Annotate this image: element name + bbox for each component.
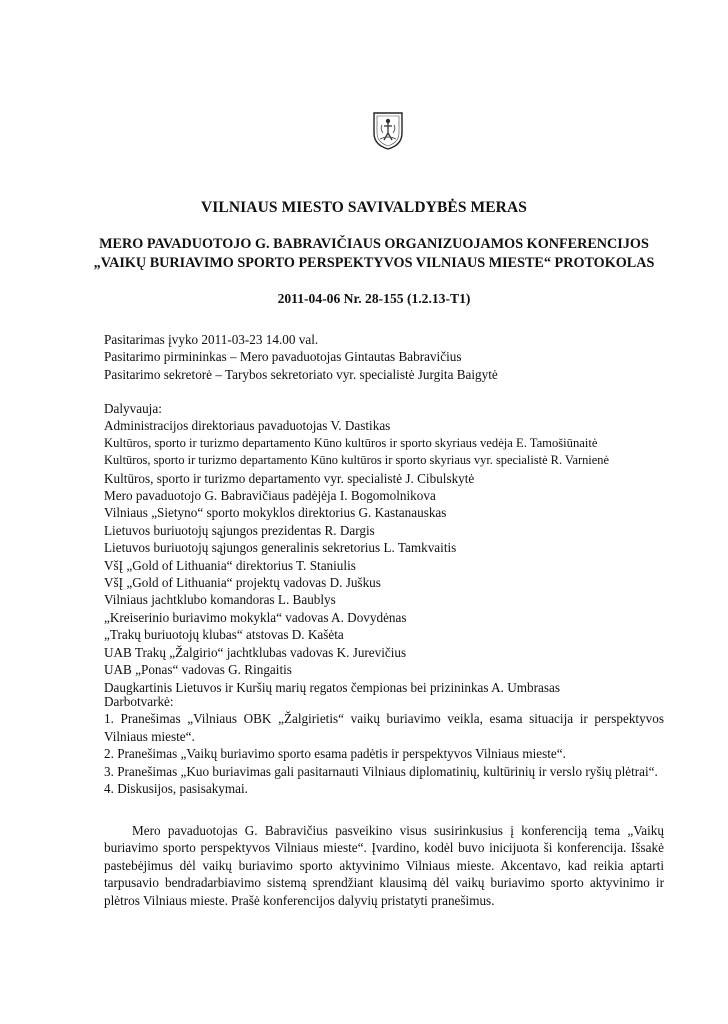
attendee-item: „Kreiserinio buriavimo mokykla“ vadovas A. Dovydėnas — [104, 609, 407, 625]
attendee-item: UAB Trakų „Žalgirio“ jachtklubas vadovas K. Jurevičius — [104, 644, 407, 660]
attendee-item: Vilniaus jachtklubo komandoras L. Baublys — [104, 592, 336, 608]
attendees-list — [104, 400, 664, 696]
protocol-title-line2: „VAIKŲ BURIAVIMO SPORTO PERSPEKTYVOS VILNIAUS MIESTE“ PROTOKOLAS — [93, 255, 655, 271]
attendee-item: Kultūros, sporto ir turizmo departamento Kūno kultūros ir sporto skyriaus vyr. specialistė R. Varnienė — [104, 453, 609, 468]
agenda — [104, 693, 664, 797]
attendee-item: Kultūros, sporto ir turizmo departamento vyr. specialistė J. Cibulskytė — [104, 470, 475, 486]
agenda-item: 3. Pranešimas „Kuo buriavimas gali pasitarnauti Vilniaus diplomatinių, kultūrinių ir verslo ryšių plėtrai“. — [104, 763, 658, 779]
attendee-item: VšĮ „Gold of Lithuania“ direktorius T. Staniulis — [104, 557, 356, 573]
paragraph-text: Mero pavaduotojas G. Babravičius pasveikino visus susirinkusius į konferenciją tema „Vaikų buriavimo sporto perspektyvos Vilniaus mieste“. Įvardino, kodėl buvo inicijuota ši konferencija. Išsakė pastebėjimus dėl vaikų buriavimo sporto aktyvinimo Vilniaus mieste. Akcentavo, kad reikia aptarti tarpusavio bendradarbiavimo sistemą sprendžiant klausimą dėl vaikų buriavimo sporto aktyvinimo ir plėtros Vilniaus mieste. Prašė konferencijos dalyvių pristatyti pranešimus. — [104, 823, 664, 908]
vilnius-coat-of-arms-icon — [372, 111, 404, 151]
meeting-date: Pasitarimas įvyko 2011-03-23 14.00 val. — [104, 332, 319, 347]
agenda-heading: Darbotvarkė: — [104, 694, 174, 709]
protocol-title-line1: MERO PAVADUOTOJO G. BABRAVIČIAUS ORGANIZUOJAMOS KONFERENCIJOS — [99, 236, 649, 252]
attendee-item: Daugkartinis Lietuvos ir Kuršių marių regatos čempionas bei prizininkas A. Umbrasas — [104, 679, 560, 695]
attendee-item: Lietuvos buriuotojų sąjungos prezidentas R. Dargis — [104, 522, 375, 538]
attendee-item: Vilniaus „Sietyno“ sporto mokyklos direktorius G. Kastanauskas — [104, 505, 447, 521]
institution-title: VILNIAUS MIESTO SAVIVALDYBĖS MERAS — [201, 199, 527, 216]
protocol-date-number: 2011-04-06 Nr. 28-155 (1.2.13-T1) — [277, 291, 471, 306]
meeting-secretary: Pasitarimo sekretorė – Tarybos sekretoriato vyr. specialistė Jurgita Baigytė — [104, 366, 498, 382]
agenda-item: 4. Diskusijos, pasisakymai. — [104, 781, 248, 797]
attendee-item: UAB „Ponas“ vadovas G. Ringaitis — [104, 662, 292, 678]
attendee-item: VšĮ „Gold of Lithuania“ projektų vadovas D. Juškus — [104, 575, 381, 591]
attendee-item: Mero pavaduotojo G. Babravičiaus padėjėja I. Bogomolnikova — [104, 488, 436, 504]
meeting-chair: Pasitarimo pirmininkas – Mero pavaduotojas Gintautas Babravičius — [104, 349, 462, 365]
attendee-item: Lietuvos buriuotojų sąjungos generalinis sekretorius L. Tamkvaitis — [104, 540, 457, 556]
attendee-item: Kultūros, sporto ir turizmo departamento Kūno kultūros ir sporto skyriaus vedėja E. Tamošiūnaitė — [104, 435, 598, 450]
attendee-item: „Trakų buriuotojų klubas“ atstovas D. Kašėta — [104, 627, 344, 643]
meeting-info — [104, 331, 664, 383]
attendee-item: Administracijos direktoriaus pavaduotojas V. Dastikas — [104, 418, 391, 434]
minutes-paragraph — [104, 822, 664, 909]
agenda-item: 1. Pranešimas „Vilniaus OBK „Žalgirietis“ vaikų buriavimo veikla, esama situacija ir perspektyvos Vilniaus mieste“. — [104, 711, 664, 744]
attendees-heading: Dalyvauja: — [104, 401, 162, 416]
agenda-item: 2. Pranešimas „Vaikų buriavimo sporto esama padėtis ir perspektyvos Vilniaus mieste“. — [104, 746, 566, 762]
